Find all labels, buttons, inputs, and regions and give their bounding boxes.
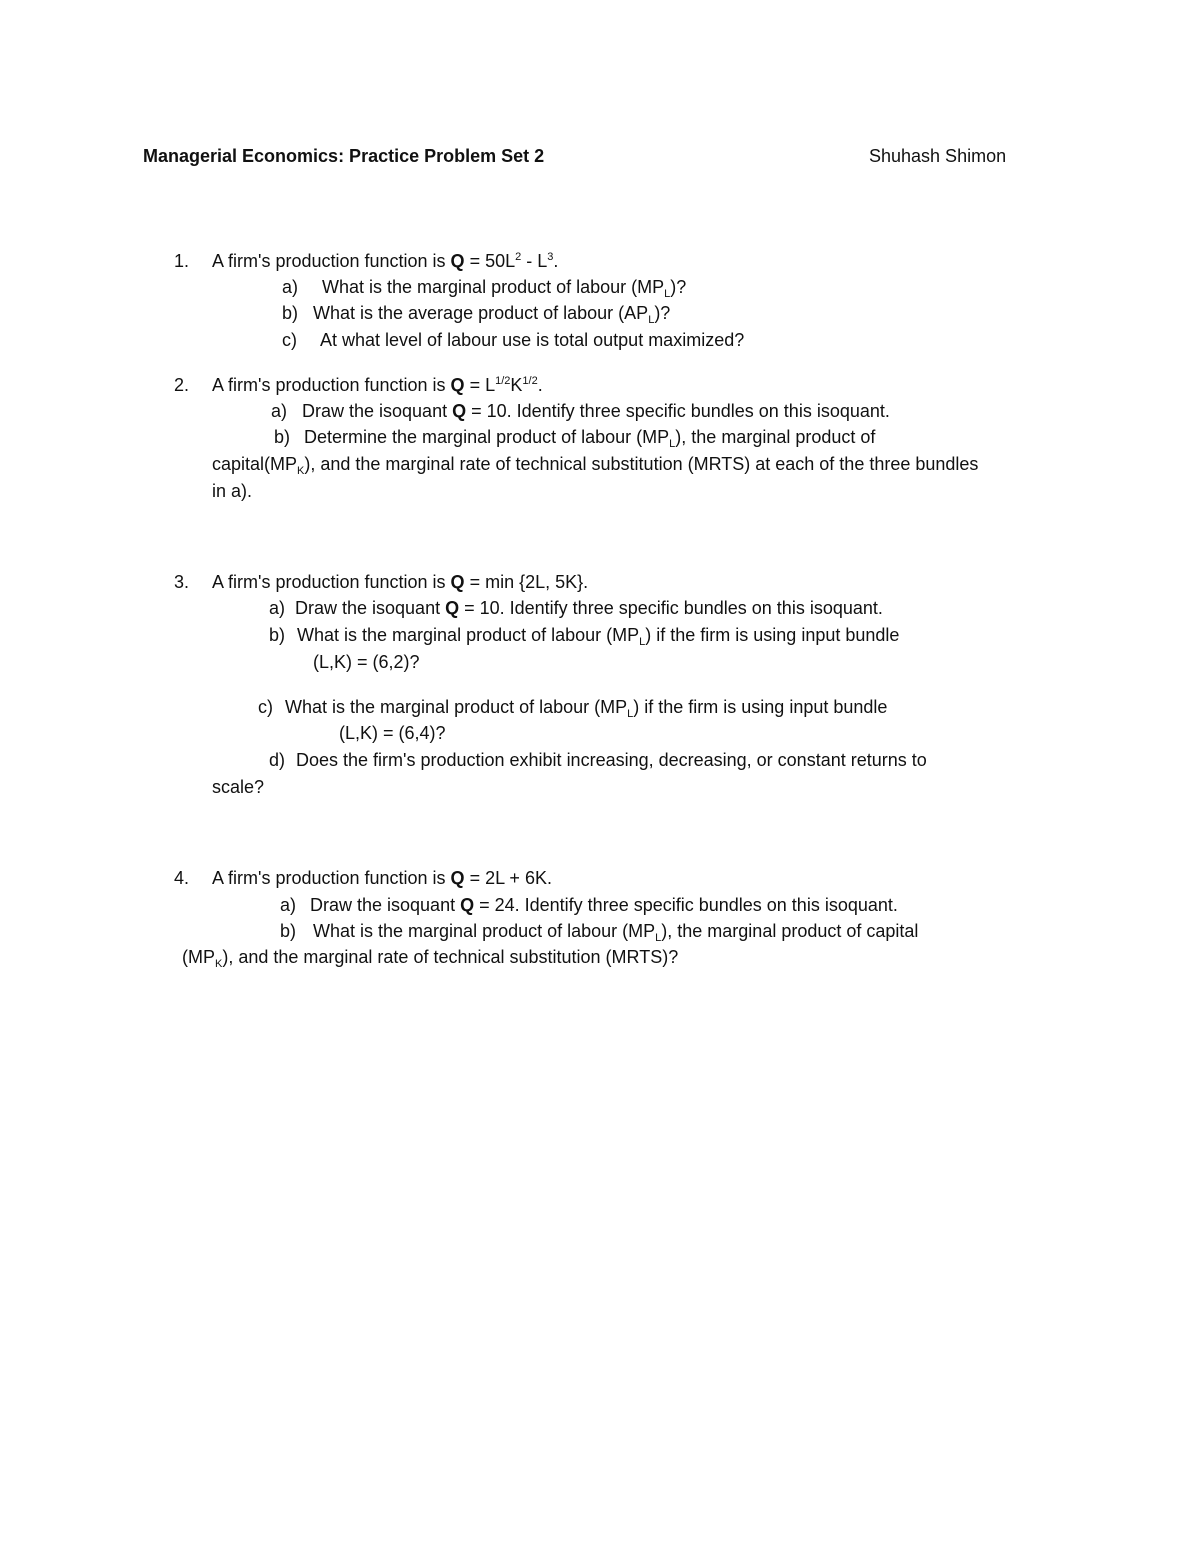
q1-number: 1. (174, 251, 190, 271)
q4-stem: A firm's production function is Q = 2L + 6K. (212, 868, 552, 888)
q3b-text: What is the marginal product of labour $(MP_L)$ if the firm is using input bundle (297, 625, 900, 648)
q2b-label: b) (274, 427, 291, 447)
q3-stem: A firm's production function is Q = min {2L, 5K}. (212, 572, 589, 592)
q4b-text: What is the marginal product of labour $(MP_L)$, the marginal product of capital (313, 921, 919, 944)
q2b-text-line2: $capital(MP_K)$, and the marginal rate of technical substitution (MRTS) at each of the three bundles (212, 454, 979, 477)
q4-number: 4. (174, 868, 190, 888)
q4b-label: b) (280, 921, 297, 941)
q1c-text: At what level of labour use is total output maximized? (320, 330, 745, 350)
q1-stem: A firm's production function is $Q = 50L^2 - L^3$. (212, 251, 559, 271)
q3-number: 3. (174, 572, 190, 592)
document-title: Managerial Economics: Practice Problem Set 2 (143, 146, 545, 166)
q4b-text-line2: $(MP_K)$, and the marginal rate of technical substitution (MRTS)? (182, 947, 679, 970)
q3a-text: Draw the isoquant Q = 10. Identify three specific bundles on this isoquant. (295, 598, 883, 618)
q3d-label: d) (269, 750, 286, 770)
q2-number: 2. (174, 375, 190, 395)
q4a-text: Draw the isoquant Q = 24. Identify three specific bundles on this isoquant. (310, 895, 898, 915)
q3b-bundle: (L,K) = (6,2)? (313, 652, 420, 672)
q3d-text-line2: scale? (212, 777, 265, 797)
q2a-label: a) (271, 401, 288, 421)
q2a-text: Draw the isoquant Q = 10. Identify three specific bundles on this isoquant. (302, 401, 890, 421)
q1a-text: What is the marginal product of labour $(MP_L)$? (322, 277, 687, 300)
q3b-label: b) (269, 625, 286, 645)
q4a-label: a) (280, 895, 297, 915)
q1c-label: c) (282, 330, 297, 350)
q1b-label: b) (282, 303, 299, 323)
q3c-bundle: (L,K) = (6,4)? (339, 723, 446, 743)
q2-stem: A firm's production function is $Q = L^{1/2}K^{1/2}$. (212, 375, 543, 395)
q1a-label: a) (282, 277, 299, 297)
q1b-text: What is the average product of labour $(AP_L)$? (313, 303, 671, 326)
q3a-label: a) (269, 598, 286, 618)
q3d-text: Does the firm's production exhibit increasing, decreasing, or constant returns to (296, 750, 927, 770)
q2b-text: Determine the marginal product of labour $(MP_L)$, the marginal product of (304, 427, 876, 450)
q3c-label: c) (258, 697, 273, 717)
q2b-text-line3: in a). (212, 481, 253, 501)
author-name: Shuhash Shimon (869, 146, 1007, 166)
q3c-text: What is the marginal product of labour $(MP_L)$ if the firm is using input bundle (285, 697, 888, 720)
